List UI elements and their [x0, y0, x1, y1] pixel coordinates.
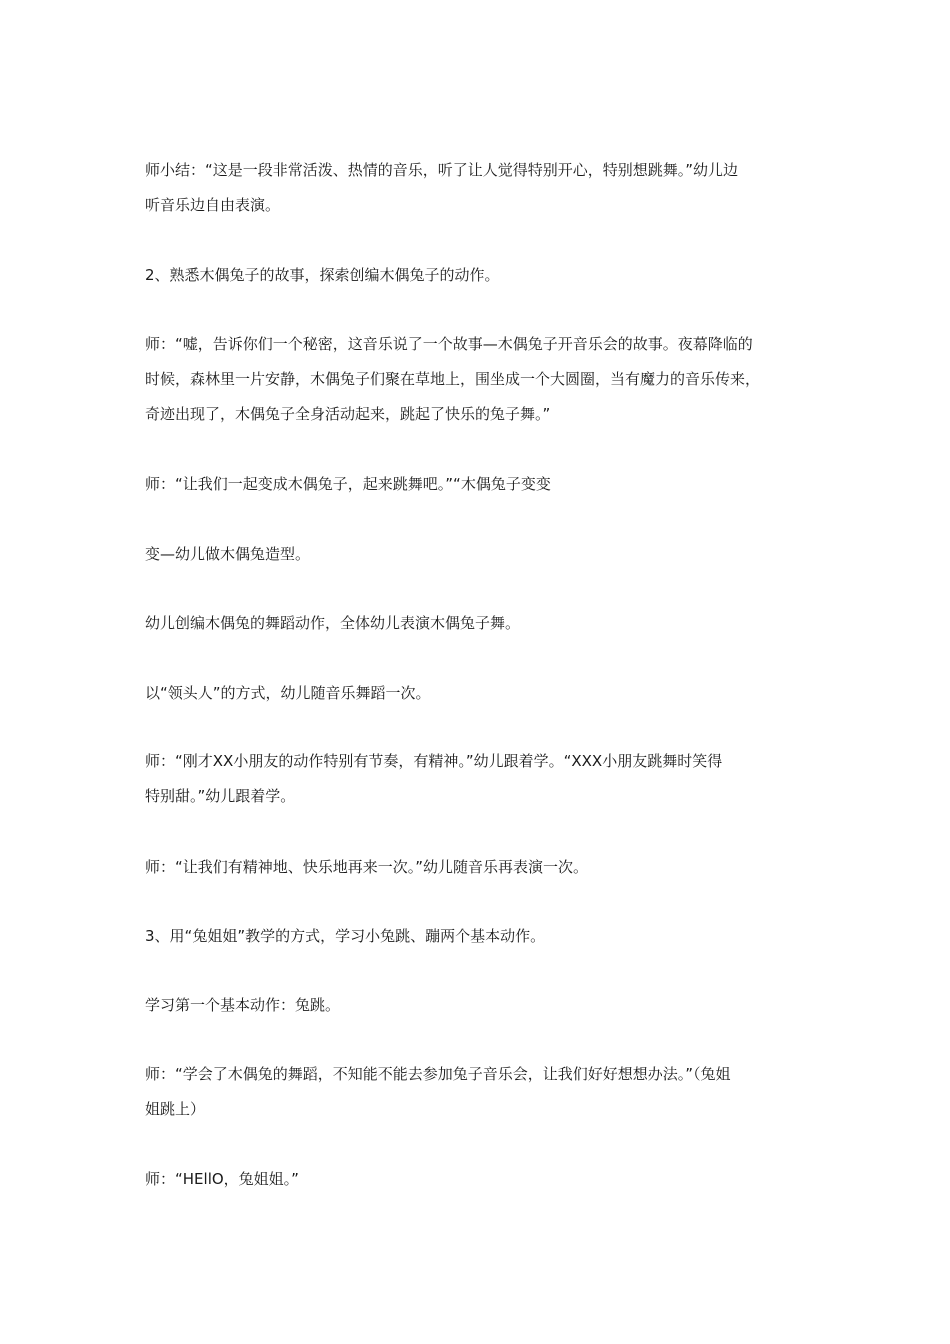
- text-line: 3、用“兔姐姐”教学的方式，学习小兔跳、蹦两个基本动作。: [145, 927, 546, 945]
- section-heading-2: [145, 258, 810, 293]
- text-line: 师：“让我们一起变成木偶兔子，起来跳舞吧。”“木偶兔子变变: [145, 475, 551, 493]
- text-line: 以“领头人”的方式，幼儿随音乐舞蹈一次。: [145, 684, 431, 702]
- text-line: 师小结：“这是一段非常活泼、热情的音乐，听了让人觉得特别开心，特别想跳舞。”幼儿边: [145, 161, 739, 179]
- paragraph-leader: [145, 676, 810, 711]
- text-line: 变—幼儿做木偶兔造型。: [145, 545, 311, 563]
- text-line: 师：“HEllO，兔姐姐。”: [145, 1170, 299, 1188]
- paragraph-story: [145, 327, 810, 432]
- text-line: 师：“刚才XX小朋友的动作特别有节奏，有精神。”幼儿跟着学。“XXX小朋友跳舞时笑得: [145, 752, 723, 770]
- section-heading-3: [145, 919, 810, 954]
- text-line: 幼儿创编木偶兔的舞蹈动作，全体幼儿表演木偶兔子舞。: [145, 614, 521, 632]
- text-line: 时候，森林里一片安静，木偶兔子们聚在草地上，围坐成一个大圆圈，当有魔力的音乐传来，: [145, 370, 761, 388]
- text-line: 师：“学会了木偶兔的舞蹈，不知能不能去参加兔子音乐会，让我们好好想想办法。”（兔姐: [145, 1065, 731, 1083]
- paragraph-first-move: [145, 988, 810, 1023]
- paragraph-music-party: [145, 1057, 810, 1127]
- paragraph-rabbit-pose: [145, 537, 810, 572]
- paragraph-create-dance: [145, 606, 810, 641]
- paragraph-once-more: [145, 850, 810, 885]
- text-line: 特别甜。”幼儿跟着学。: [145, 787, 296, 805]
- paragraph-hello: [145, 1162, 810, 1197]
- paragraph-praise: [145, 744, 810, 814]
- text-line: 学习第一个基本动作：兔跳。: [145, 996, 341, 1014]
- text-line: 奇迹出现了，木偶兔子全身活动起来，跳起了快乐的兔子舞。”: [145, 405, 551, 423]
- paragraph-become-rabbits: [145, 467, 810, 502]
- text-line: 师：“嘘，告诉你们一个秘密，这音乐说了一个故事—木偶兔子开音乐会的故事。夜幕降临的: [145, 335, 753, 353]
- paragraph-teacher-summary: [145, 153, 810, 223]
- text-line: 师：“让我们有精神地、快乐地再来一次。”幼儿随音乐再表演一次。: [145, 858, 589, 876]
- text-line: 听音乐边自由表演。: [145, 196, 281, 214]
- text-line: 2、熟悉木偶兔子的故事，探索创编木偶兔子的动作。: [145, 266, 500, 284]
- text-line: 姐跳上）: [145, 1100, 206, 1118]
